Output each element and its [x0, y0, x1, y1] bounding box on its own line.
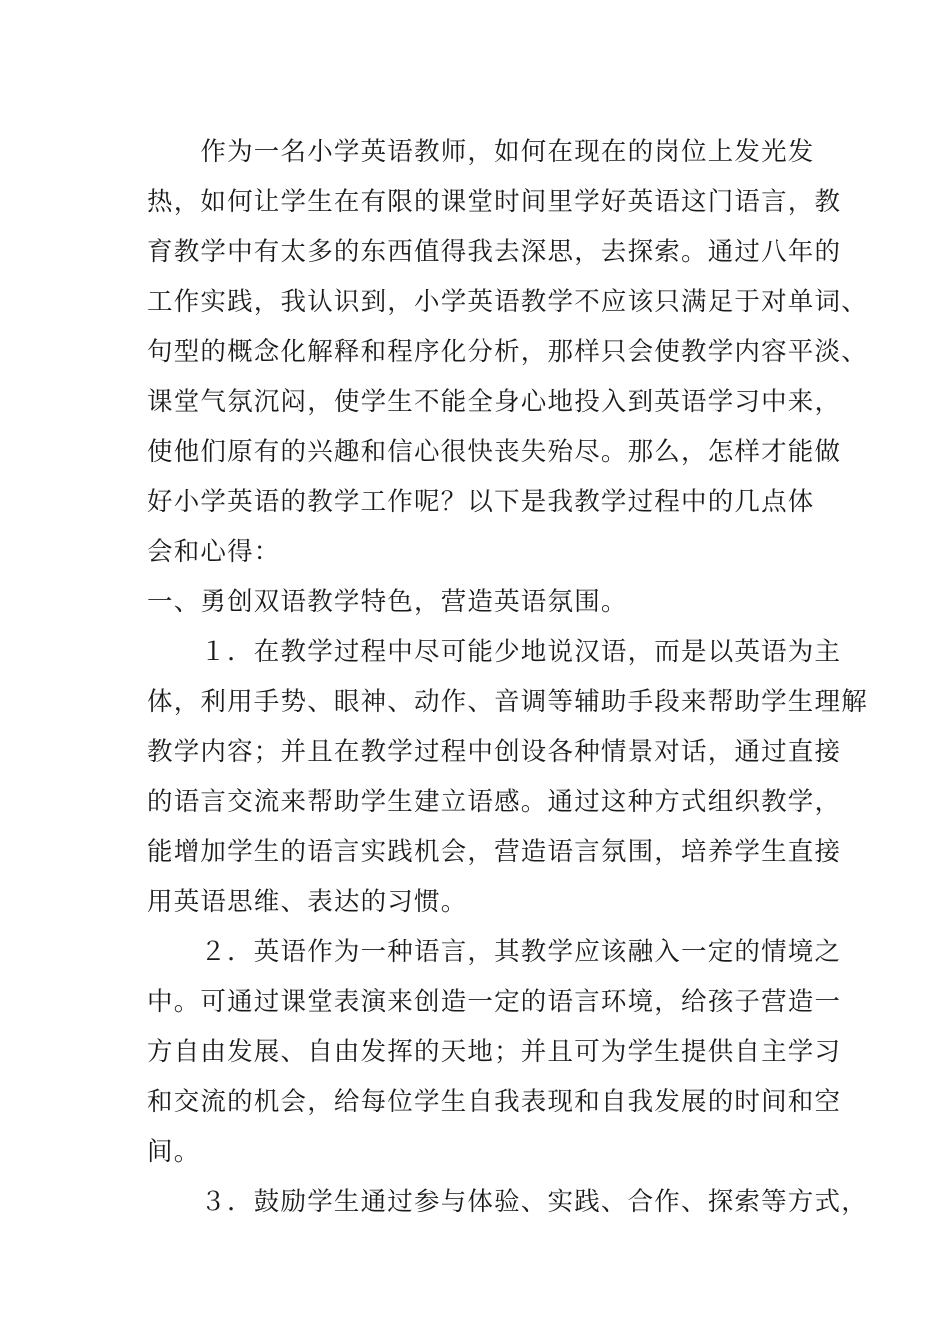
paragraph-line: 使他们原有的兴趣和信心很快丧失殆尽。那么，怎样才能做 [147, 437, 842, 467]
paragraph-line: 的语言交流来帮助学生建立语感。通过这种方式组织教学， [147, 787, 842, 817]
paragraph-line: 会和心得： [147, 537, 281, 567]
paragraph-line: ２．英语作为一种语言，其教学应该融入一定的情境之 [147, 937, 842, 967]
paragraph-line: 中。可通过课堂表演来创造一定的语言环境，给孩子营造一 [147, 987, 842, 1017]
paragraph-line: 体，利用手势、眼神、动作、音调等辅助手段来帮助学生理解 [147, 687, 868, 717]
paragraph-line: 工作实践，我认识到，小学英语教学不应该只满足于对单词、 [147, 287, 868, 317]
paragraph-line: 和交流的机会，给每位学生自我表现和自我发展的时间和空 [147, 1087, 842, 1117]
paragraph-line: 能增加学生的语言实践机会，营造语言氛围，培养学生直接 [147, 837, 842, 867]
paragraph-line: 方自由发展、自由发挥的天地；并且可为学生提供自主学习 [147, 1037, 842, 1067]
paragraph-line: 教学内容；并且在教学过程中创设各种情景对话，通过直接 [147, 737, 842, 767]
paragraph-line: １．在教学过程中尽可能少地说汉语，而是以英语为主 [147, 637, 842, 667]
paragraph-line: 好小学英语的教学工作呢？以下是我教学过程中的几点体 [147, 487, 815, 517]
paragraph-line: 热，如何让学生在有限的课堂时间里学好英语这门语言，教 [147, 187, 842, 217]
paragraph-line: 句型的概念化解释和程序化分析，那样只会使教学内容平淡、 [147, 337, 868, 367]
section-heading: 一、勇创双语教学特色，营造英语氛围。 [147, 587, 628, 617]
paragraph-line: ３．鼓励学生通过参与体验、实践、合作、探索等方式， [147, 1187, 868, 1217]
paragraph-line: 课堂气氛沉闷，使学生不能全身心地投入到英语学习中来， [147, 387, 842, 417]
paragraph-line: 间。 [147, 1137, 201, 1167]
paragraph-line: 作为一名小学英语教师，如何在现在的岗位上发光发 [147, 137, 815, 167]
paragraph-line: 用英语思维、表达的习惯。 [147, 887, 468, 917]
paragraph-line: 育教学中有太多的东西值得我去深思，去探索。通过八年的 [147, 237, 842, 267]
